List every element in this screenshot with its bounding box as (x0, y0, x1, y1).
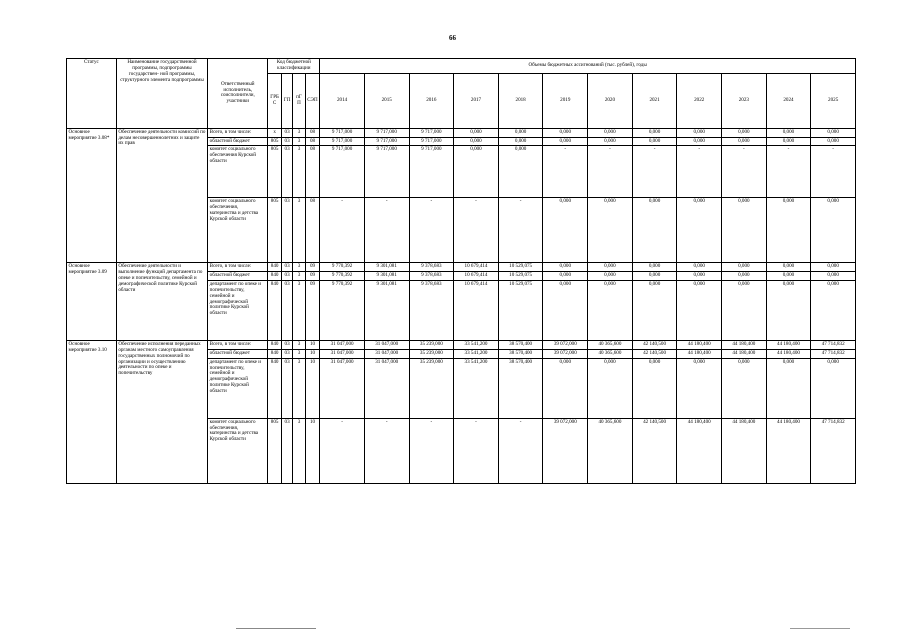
value-cell: 44 180,400 (677, 349, 722, 358)
value-cell: 9 717,000 (409, 146, 454, 198)
value-cell: 9 301,081 (364, 263, 409, 272)
value-cell: 0,000 (811, 272, 856, 281)
code-cell-pgp: 3 (293, 198, 305, 263)
value-cell: 40 365,600 (588, 418, 633, 483)
value-cell: - (320, 198, 365, 263)
value-cell: - (677, 146, 722, 198)
code-cell-pgp: 3 (293, 272, 305, 281)
code-cell-pgp: 3 (293, 146, 305, 198)
value-cell: 0,000 (588, 281, 633, 341)
value-cell: - (409, 418, 454, 483)
value-cell: 44 180,400 (766, 418, 811, 483)
value-cell: 0,000 (498, 137, 543, 146)
value-cell: - (722, 146, 767, 198)
value-cell: 9 717,000 (364, 146, 409, 198)
value-cell: 9 770,392 (320, 281, 365, 341)
value-cell: 38 570,400 (498, 341, 543, 350)
value-cell: 0,000 (632, 281, 677, 341)
value-cell: 35 239,000 (409, 349, 454, 358)
value-cell: 33 541,200 (454, 358, 499, 418)
value-cell: 31 047,000 (320, 349, 365, 358)
value-cell: 9 717,000 (364, 128, 409, 137)
value-cell: 0,000 (811, 198, 856, 263)
value-cell: 0,000 (766, 137, 811, 146)
value-cell: 31 047,000 (320, 341, 365, 350)
value-cell: 44 180,400 (677, 341, 722, 350)
value-cell: 0,000 (677, 263, 722, 272)
value-cell: 9 378,683 (409, 281, 454, 341)
value-cell: 44 180,400 (766, 349, 811, 358)
table-body (67, 128, 856, 483)
element-name-cell: Обеспечение деятельности комиссий по делам несовершеннолетних и защите их прав (116, 128, 207, 263)
value-cell: 9 717,000 (409, 137, 454, 146)
value-cell: 35 239,000 (409, 341, 454, 350)
code-cell-grbs: 805 (268, 198, 281, 263)
header-year: 2018 (498, 73, 543, 128)
value-cell: 31 047,000 (320, 358, 365, 418)
value-cell: 0,000 (677, 198, 722, 263)
code-cell-grbs: 805 (268, 418, 281, 483)
code-cell-sem: 09 (305, 263, 320, 272)
value-cell: 0,000 (677, 128, 722, 137)
code-cell-grbs: 840 (268, 272, 281, 281)
executor-cell: департамент по опеке и попечительству, семейной и демографической политике Курской области (208, 358, 268, 418)
value-cell: 0,000 (498, 146, 543, 198)
value-cell: 0,000 (677, 358, 722, 418)
code-cell-grbs: x (268, 128, 281, 137)
value-cell: 0,000 (454, 128, 499, 137)
value-cell: 9 717,000 (364, 137, 409, 146)
code-cell-pgp: 3 (293, 418, 305, 483)
value-cell: 0,000 (722, 128, 767, 137)
value-cell: 0,000 (811, 137, 856, 146)
value-cell: 0,000 (766, 128, 811, 137)
value-cell: 35 239,000 (409, 358, 454, 418)
value-cell: 9 717,000 (320, 137, 365, 146)
value-cell: 0,000 (632, 198, 677, 263)
code-cell-grbs: 805 (268, 137, 281, 146)
value-cell: 0,000 (588, 263, 633, 272)
value-cell: 47 714,832 (811, 349, 856, 358)
value-cell: 38 570,400 (498, 358, 543, 418)
value-cell: - (364, 198, 409, 263)
value-cell: 0,000 (677, 137, 722, 146)
element-name-cell: Обеспечение деятельности и выполнение функций департамента по опеке и попечительству, семейной и демографической политике Курской области (116, 263, 207, 341)
header-year: 2021 (632, 73, 677, 128)
value-cell: 31 047,000 (364, 349, 409, 358)
value-cell: 0,000 (632, 358, 677, 418)
value-cell: 0,000 (811, 358, 856, 418)
header-year: 2015 (364, 73, 409, 128)
value-cell: 0,000 (811, 128, 856, 137)
value-cell: 44 180,400 (722, 341, 767, 350)
value-cell: 0,000 (543, 263, 588, 272)
header-sem: СЭП (305, 73, 320, 128)
value-cell: 10 679,414 (454, 281, 499, 341)
value-cell: 47 714,832 (811, 418, 856, 483)
value-cell: 0,000 (766, 198, 811, 263)
value-cell: - (454, 198, 499, 263)
value-cell: 0,000 (588, 128, 633, 137)
code-cell-grbs: 840 (268, 341, 281, 350)
header-name: Наименование государственной программы, подпрограммы государствен- ной программы, структурного элемента подпрограммы (116, 59, 207, 129)
value-cell: - (498, 198, 543, 263)
code-cell-grbs: 840 (268, 263, 281, 272)
value-cell: - (364, 418, 409, 483)
code-cell-gp: 03 (281, 341, 292, 350)
value-cell: - (498, 418, 543, 483)
value-cell: 40 365,600 (588, 341, 633, 350)
value-cell: 0,000 (722, 198, 767, 263)
value-cell: 0,000 (543, 272, 588, 281)
header-year: 2023 (722, 73, 767, 128)
value-cell: 9 378,683 (409, 272, 454, 281)
value-cell: 0,000 (543, 128, 588, 137)
header-year: 2025 (811, 73, 856, 128)
value-cell: 44 180,400 (677, 418, 722, 483)
value-cell: 9 770,392 (320, 272, 365, 281)
value-cell: - (320, 418, 365, 483)
value-cell: 0,000 (722, 263, 767, 272)
value-cell: 0,000 (766, 358, 811, 418)
value-cell: - (811, 146, 856, 198)
code-cell-sem: 08 (305, 198, 320, 263)
page-number: 66 (449, 34, 456, 42)
value-cell: - (588, 146, 633, 198)
value-cell: 0,000 (722, 281, 767, 341)
code-cell-grbs: 840 (268, 358, 281, 418)
value-cell: 9 378,683 (409, 263, 454, 272)
value-cell: 0,000 (588, 272, 633, 281)
value-cell: 9 770,392 (320, 263, 365, 272)
value-cell: 0,000 (766, 263, 811, 272)
value-cell: - (766, 146, 811, 198)
value-cell: - (454, 418, 499, 483)
code-cell-sem: 10 (305, 358, 320, 418)
scan-artifact (236, 628, 316, 629)
value-cell: 9 717,000 (409, 128, 454, 137)
code-cell-gp: 03 (281, 358, 292, 418)
value-cell: 0,000 (454, 137, 499, 146)
value-cell: 39 072,000 (543, 341, 588, 350)
code-cell-pgp: 3 (293, 137, 305, 146)
value-cell: 0,000 (543, 281, 588, 341)
table-row (67, 263, 856, 272)
value-cell: 10 529,075 (498, 263, 543, 272)
header-status: Статус (67, 59, 117, 129)
value-cell: 0,000 (632, 263, 677, 272)
scan-artifact (790, 628, 850, 629)
executor-cell: комитет социального обеспечения, материнства и детства Курской области (208, 418, 268, 483)
value-cell: 0,000 (766, 272, 811, 281)
value-cell: 39 072,000 (543, 418, 588, 483)
executor-cell: комитет социального обеспечения Курской области (208, 146, 268, 198)
value-cell: - (632, 146, 677, 198)
header-year: 2024 (766, 73, 811, 128)
executor-cell: областной бюджет (208, 272, 268, 281)
value-cell: 0,000 (543, 358, 588, 418)
code-cell-grbs: 805 (268, 146, 281, 198)
table-row (67, 341, 856, 350)
value-cell: 0,000 (722, 137, 767, 146)
value-cell: 9 717,000 (320, 128, 365, 137)
header-pgp: пГП (293, 73, 305, 128)
value-cell: 0,000 (543, 198, 588, 263)
header-year: 2020 (588, 73, 633, 128)
header-volumes: Объемы бюджетных ассигнований (тыс. рублей), годы (320, 59, 856, 74)
code-cell-pgp: 3 (293, 128, 305, 137)
table-row (67, 128, 856, 137)
element-name-cell: Обеспечение исполнения переданных органам местного самоуправления государственных полномочий по организации и осуществлению деятельности по опеке и попечительству (116, 341, 207, 484)
value-cell: 33 541,200 (454, 349, 499, 358)
executor-cell: областной бюджет (208, 137, 268, 146)
code-cell-gp: 03 (281, 281, 292, 341)
status-cell: Основное мероприятие 3.10 (67, 341, 117, 484)
code-cell-gp: 03 (281, 146, 292, 198)
value-cell: 42 140,500 (632, 418, 677, 483)
value-cell: 40 365,600 (588, 349, 633, 358)
value-cell: 9 301,081 (364, 272, 409, 281)
value-cell: 0,000 (766, 281, 811, 341)
header-year: 2017 (454, 73, 499, 128)
code-cell-gp: 03 (281, 198, 292, 263)
value-cell: 31 047,000 (364, 358, 409, 418)
value-cell: 44 180,400 (722, 418, 767, 483)
header-grbs: ГРБС (268, 73, 281, 128)
header-budget-codes: Код бюджетной классификации (268, 59, 320, 74)
value-cell: 0,000 (632, 272, 677, 281)
value-cell: 0,000 (632, 137, 677, 146)
value-cell: 10 679,414 (454, 272, 499, 281)
value-cell: 10 529,075 (498, 272, 543, 281)
header-year: 2016 (409, 73, 454, 128)
code-cell-pgp: 3 (293, 341, 305, 350)
code-cell-sem: 10 (305, 418, 320, 483)
value-cell: 10 679,414 (454, 263, 499, 272)
code-cell-sem: 09 (305, 281, 320, 341)
value-cell: 0,000 (677, 272, 722, 281)
code-cell-sem: 09 (305, 272, 320, 281)
status-cell: Основное мероприятие 3.08* (67, 128, 117, 263)
code-cell-gp: 03 (281, 128, 292, 137)
code-cell-pgp: 3 (293, 349, 305, 358)
value-cell: 44 180,400 (722, 349, 767, 358)
code-cell-pgp: 3 (293, 281, 305, 341)
header-executor: Ответственный исполнитель, соисполнители, участники (208, 59, 268, 129)
executor-cell: Всего, в том числе: (208, 263, 268, 272)
header-year: 2022 (677, 73, 722, 128)
code-cell-sem: 08 (305, 128, 320, 137)
code-cell-grbs: 840 (268, 349, 281, 358)
value-cell: 0,000 (811, 263, 856, 272)
value-cell: 0,000 (677, 281, 722, 341)
value-cell: 31 047,000 (364, 341, 409, 350)
code-cell-pgp: 3 (293, 263, 305, 272)
executor-cell: областной бюджет (208, 349, 268, 358)
value-cell: 0,000 (498, 128, 543, 137)
code-cell-gp: 03 (281, 418, 292, 483)
code-cell-pgp: 3 (293, 358, 305, 418)
code-cell-sem: 10 (305, 349, 320, 358)
value-cell: - (543, 146, 588, 198)
value-cell: 0,000 (543, 137, 588, 146)
code-cell-grbs: 840 (268, 281, 281, 341)
value-cell: 0,000 (722, 358, 767, 418)
value-cell: 44 180,400 (766, 341, 811, 350)
status-cell: Основное мероприятие 3.09 (67, 263, 117, 341)
value-cell: 42 140,500 (632, 349, 677, 358)
value-cell: 9 717,000 (320, 146, 365, 198)
value-cell: 42 140,500 (632, 341, 677, 350)
code-cell-gp: 03 (281, 349, 292, 358)
header-gp: ГП (281, 73, 292, 128)
value-cell: 0,000 (588, 198, 633, 263)
value-cell: 9 301,081 (364, 281, 409, 341)
code-cell-sem: 08 (305, 137, 320, 146)
code-cell-gp: 03 (281, 137, 292, 146)
value-cell: 0,000 (588, 358, 633, 418)
value-cell: 0,000 (588, 137, 633, 146)
executor-cell: Всего, в том числе: (208, 341, 268, 350)
value-cell: 10 529,075 (498, 281, 543, 341)
executor-cell: комитет социального обеспечения, материнства и детства Курской области (208, 198, 268, 263)
value-cell: 0,000 (454, 146, 499, 198)
header-year: 2019 (543, 73, 588, 128)
value-cell: 0,000 (722, 272, 767, 281)
value-cell: 0,000 (632, 128, 677, 137)
value-cell: 38 570,400 (498, 349, 543, 358)
value-cell: - (409, 198, 454, 263)
code-cell-sem: 08 (305, 146, 320, 198)
code-cell-gp: 03 (281, 263, 292, 272)
code-cell-sem: 10 (305, 341, 320, 350)
executor-cell: Всего, в том числе: (208, 128, 268, 137)
value-cell: 33 541,200 (454, 341, 499, 350)
value-cell: 0,000 (811, 281, 856, 341)
header-year: 2014 (320, 73, 365, 128)
value-cell: 47 714,832 (811, 341, 856, 350)
executor-cell: департамент по опеке и попечительству, семейной и демографической политике Курской области (208, 281, 268, 341)
budget-table (66, 58, 856, 484)
value-cell: 39 072,000 (543, 349, 588, 358)
code-cell-gp: 03 (281, 272, 292, 281)
